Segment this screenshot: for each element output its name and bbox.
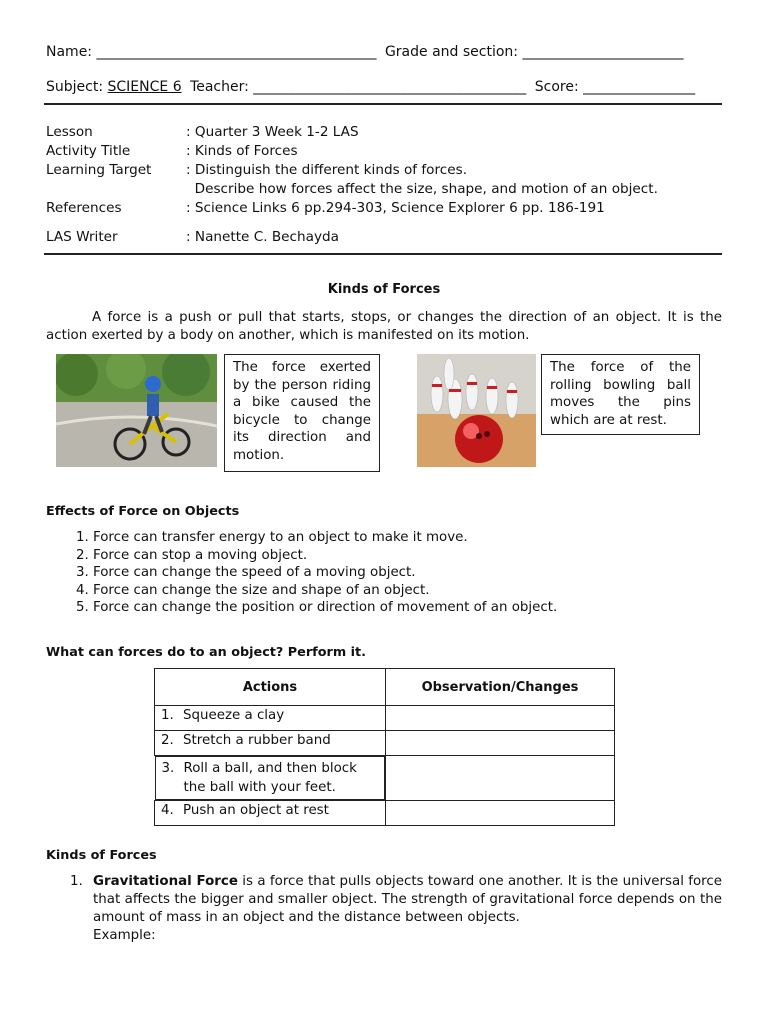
header-divider (44, 103, 722, 105)
name-blank[interactable]: ________________________________________ (96, 44, 377, 60)
action-cell: 1. Squeeze a clay (155, 706, 386, 731)
table-row (155, 801, 615, 826)
subject-line (46, 79, 722, 95)
action-cell: 4. Push an object at rest (155, 801, 386, 826)
table-row (155, 706, 615, 731)
grade-label: Grade and section: (384, 44, 518, 60)
observation-cell[interactable] (386, 706, 615, 731)
name-label: Name: (46, 44, 93, 60)
bike-callout: The force exerted by the person riding a bike caused the bicycle to change its direction and motion. (224, 354, 380, 472)
teacher-blank[interactable]: _______________________________________ (253, 79, 527, 95)
teacher-label: Teacher: (190, 79, 249, 95)
score-label: Score: (534, 79, 579, 95)
kinds-title: Kinds of Forces (46, 848, 157, 863)
bowling-callout: The force of the rolling bowling ball moves the pins which are at rest. (541, 354, 700, 435)
kinds-item-gravitational: 1. Gravitational Force is a force that pulls objects toward one another. It is the universal force that affects the bigger and smaller object. The strength of gravitational force depends on the amount of mass in an object and the distance between objects. Example: (70, 874, 722, 943)
actions-header: Actions (155, 669, 386, 706)
action-cell: 3. Roll a ball, and then block the ball with your feet. (155, 756, 386, 800)
table-row (155, 756, 615, 801)
score-blank[interactable]: ________________ (583, 79, 696, 95)
observation-cell[interactable] (386, 731, 615, 756)
gravitational-force-term: Gravitational Force (93, 874, 238, 889)
observation-cell[interactable] (386, 756, 615, 801)
list-item: 4. Force can change the size and shape of an object. (93, 582, 557, 600)
observation-cell[interactable] (386, 801, 615, 826)
observation-header: Observation/Changes (386, 669, 615, 706)
subject-value: SCIENCE 6 (107, 79, 182, 95)
bike-rider-image (56, 354, 217, 467)
table-row (155, 731, 615, 756)
name-line (46, 44, 722, 60)
grade-blank[interactable]: _______________________ (522, 44, 684, 60)
bowling-image (417, 354, 536, 467)
activity-title: What can forces do to an object? Perform it. (46, 645, 366, 660)
list-item: 5. Force can change the position or direction of movement of an object. (93, 599, 557, 617)
list-item: 3. Force can change the speed of a moving object. (93, 564, 557, 582)
gravitational-force-definition: is a force that pulls objects toward one another. It is the universal force that affects the bigger and smaller object. The strength of gravitational force depends on the amount of mass in an object and the distance between objects. (93, 874, 722, 925)
table-header-row (155, 669, 615, 706)
page-title: Kinds of Forces (327, 282, 441, 297)
action-cell: 2. Stretch a rubber band (155, 731, 386, 756)
activity-table (154, 668, 615, 826)
example-label: Example: (93, 928, 156, 943)
subject-label: Subject: (46, 79, 104, 95)
list-item: 1. Force can transfer energy to an object to make it move. (93, 529, 557, 547)
effects-title: Effects of Force on Objects (46, 504, 240, 519)
intro-paragraph: A force is a push or pull that starts, stops, or changes the direction of an object. It is the action exerted by a body on another, which is manifested on its motion. (46, 310, 722, 343)
effects-list (46, 529, 557, 617)
list-item: 2. Force can stop a moving object. (93, 547, 557, 565)
meta-divider (44, 253, 722, 255)
